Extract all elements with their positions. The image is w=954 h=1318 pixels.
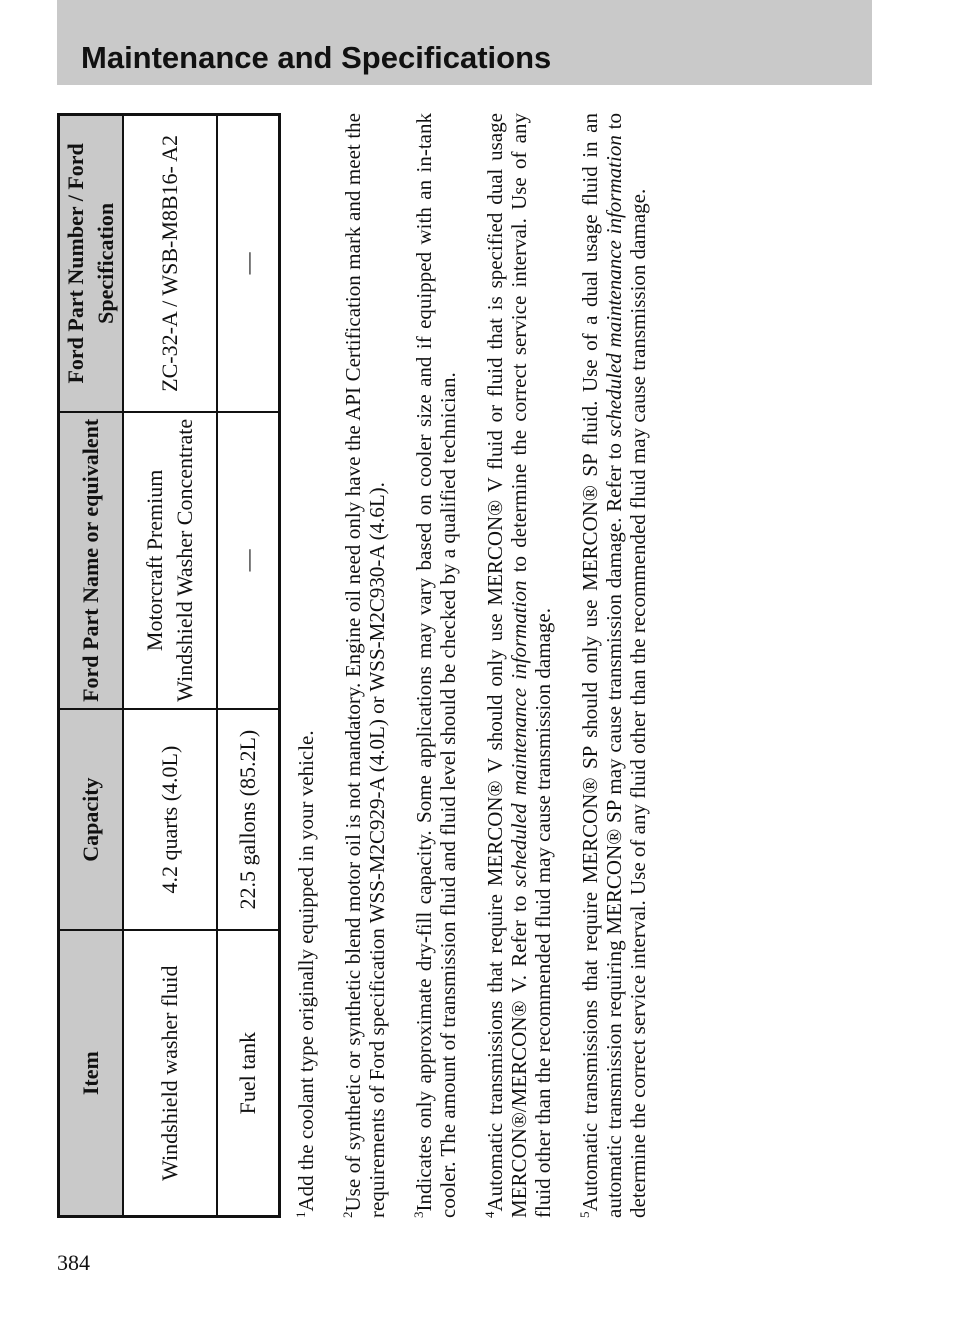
footnotes — [289, 113, 668, 1218]
footnote-number: 2 — [340, 1211, 355, 1218]
footnote — [478, 113, 555, 1218]
column-header: Capacity — [59, 709, 124, 930]
footnote-text: to determine the correct service interval. Use of any fluid other than the recommended fluid may cause transmission damage. — [507, 112, 555, 1218]
footnote-number: 4 — [482, 1211, 497, 1218]
footnote — [289, 113, 318, 1218]
footnote-text: Automatic transmissions that require MERCON® SP should only use MERCON® SP fluid. Use of a dual usage fluid in an automatic transmission requiring MERCON® SP may cause transmission damage. Refer to — [578, 113, 626, 1218]
table-cell-capacity: 4.2 quarts (4.0L) — [123, 709, 217, 930]
footnote — [336, 113, 389, 1218]
table-cell-part-number: ZC-32-A / WSB-M8B16- A2 — [123, 115, 217, 412]
table-cell-part-name: — — [217, 412, 280, 709]
footnote-italic-text: scheduled maintenance information — [507, 580, 531, 888]
footnote-text: Automatic transmissions that require MERCON® V should only use MERCON® V fluid or fluid that is specified dual usage MERCON®/MERCON® V. Refer to — [483, 113, 531, 1218]
rotated-content — [57, 113, 757, 1218]
page-title: Maintenance and Specifications — [81, 40, 552, 75]
footnote-number: 5 — [577, 1211, 592, 1218]
page-number: 384 — [57, 1250, 90, 1275]
table-cell-part-name: Motorcraft Premium Windshield Washer Concentrate — [123, 412, 217, 709]
table-cell-item: Windshield washer fluid — [123, 930, 217, 1216]
column-header: Ford Part Name or equivalent — [59, 412, 124, 709]
table-row — [217, 115, 280, 1217]
column-header: Item — [59, 930, 124, 1216]
footnote-text: Use of synthetic or synthetic blend motor oil is not mandatory. Engine oil need only have the API Certification mark and meet the requirements of Ford specification WSS-M2C929-A (4.0L) or WSS-M2C930-A (4.6L). — [341, 113, 389, 1218]
specifications-table — [57, 113, 281, 1218]
footnote-text: to determine the correct service interval. Use of any fluid other than the recommended fluid may cause transmission damage. — [602, 113, 650, 1218]
header-bar — [57, 0, 872, 85]
footnote-number: 3 — [411, 1211, 426, 1218]
footnote — [407, 113, 460, 1218]
footnote-italic-text: scheduled maintenance information — [602, 135, 626, 438]
table-header-row — [59, 115, 124, 1217]
table-cell-item: Fuel tank — [217, 930, 280, 1216]
table-cell-capacity: 22.5 gallons (85.2L) — [217, 709, 280, 930]
footnote-number: 1 — [293, 1211, 308, 1218]
footnote-text: Add the coolant type originally equipped in your vehicle. — [294, 730, 318, 1212]
column-header: Ford Part Number / Ford Specification — [59, 115, 124, 412]
table-cell-part-number: — — [217, 115, 280, 412]
footnote — [573, 113, 650, 1218]
footnote-text: Indicates only approximate dry-fill capacity. Some applications may vary based on cooler size and if equipped with an in-tank cooler. The amount of transmission fluid and fluid level should be checked by a qualified technician. — [412, 113, 460, 1218]
table-row — [123, 115, 217, 1217]
